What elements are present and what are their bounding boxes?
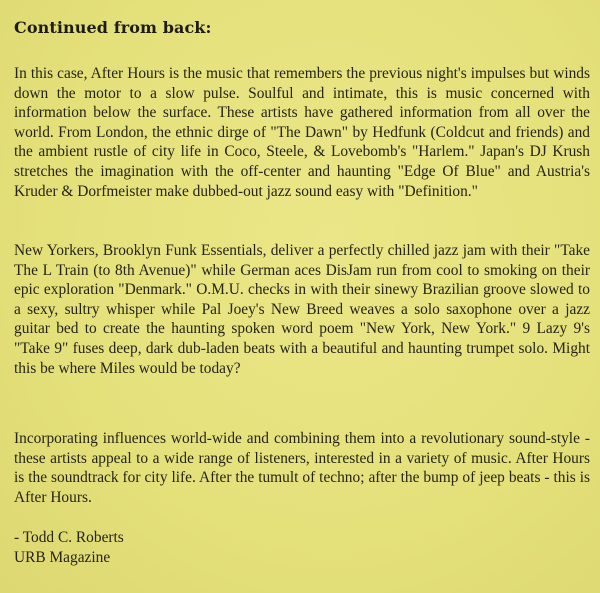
author-credit: - Todd C. Roberts — [14, 529, 124, 546]
publication-credit: URB Magazine — [14, 549, 111, 566]
section-heading: Continued from back: — [14, 18, 212, 37]
paragraph-conclusion: Incorporating influences world-wide and combining them into a revolutionary sound-style - these artists appeal to a wide range of listeners, interested in a variety of music. After Hours is the soundtrack for city life. After the tumult of techno; after the bump of jeep beats - this is After Hours. — [14, 430, 590, 506]
paragraph-intro: In this case, After Hours is the music that remembers the previous night's impulses but winds down the motor to a slow pulse. Soulful and intimate, this is music concerned with information below the surface. These artists have gathered information from all over the world. From London, the ethnic dirge of "The Dawn" by Hedfunk (Coldcut and friends) and the ambient rustle of city life in Coco, Steele, & Lovebomb's "Harlem." Japan's DJ Krush stretches the imagination with the off-center and haunting "Edge Of Blue" and Austria's Kruder & Dorfmeister make dubbed-out jazz sound easy with "Definition." — [14, 65, 590, 200]
paragraph-new-york: New Yorkers, Brooklyn Funk Essentials, deliver a perfectly chilled jazz jam with their "Take The L Train (to 8th Avenue)" while German aces DisJam run from cool to smoking on their epic exploration "Denmark." O.M.U. checks in with their sinewy Brazilian groove slowed to a sexy, sultry whisper while Pal Joey's New Breed weaves a solo saxophone over a jazz guitar bed to create the haunting spoken word poem "New York, New York." 9 Lazy 9's "Take 9" fuses deep, dark dub-laden beats with a beautiful and haunting trumpet solo. Might this be where Miles would be today? — [14, 242, 590, 377]
